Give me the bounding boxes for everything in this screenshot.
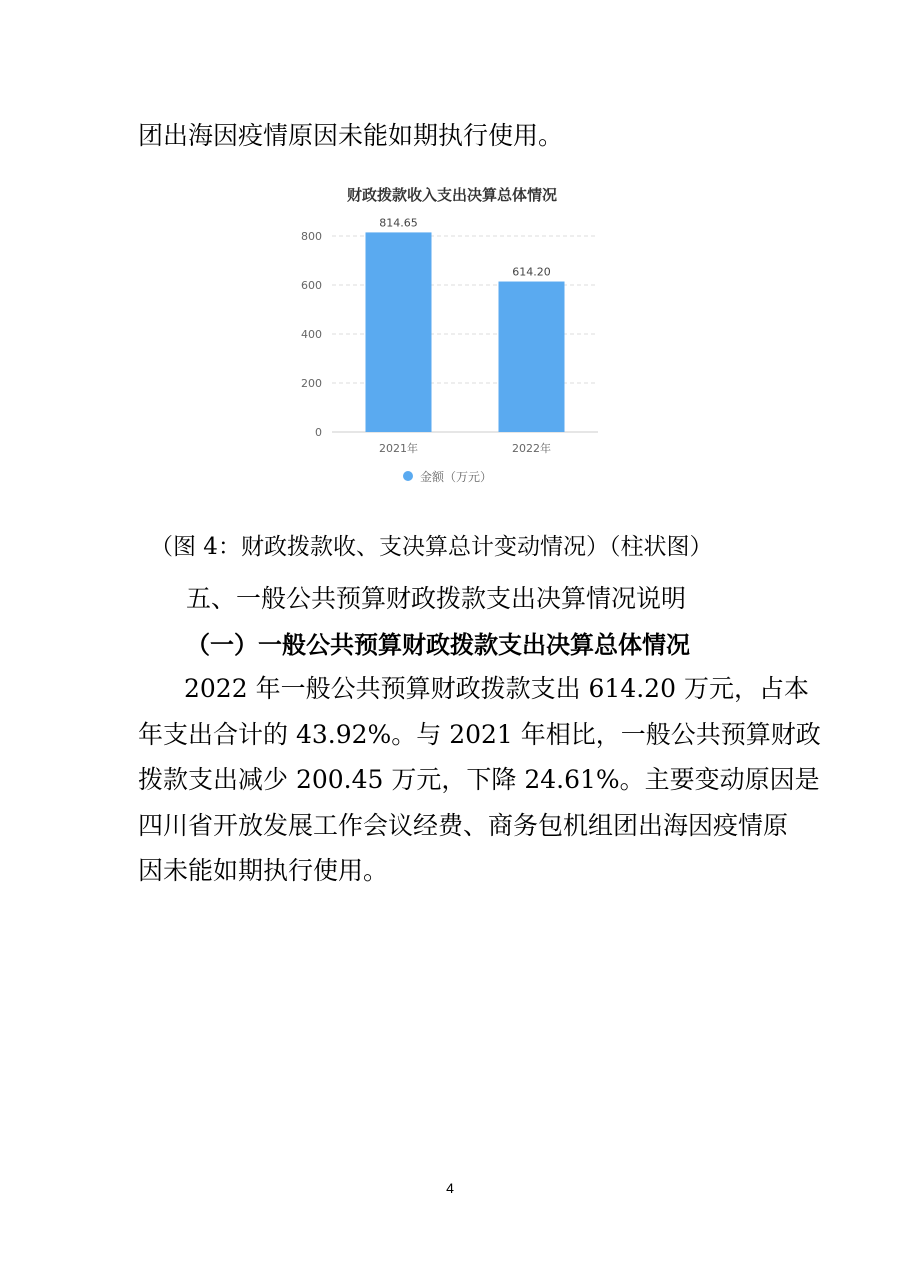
top-line: 团出海因疫情原因未能如期执行使用。	[138, 121, 564, 150]
bar	[366, 232, 432, 432]
data-label: 614.20	[512, 265, 551, 279]
body-line: 拨款支出减少 200.45 万元，下降 24.61%。主要变动原因是	[138, 765, 820, 794]
y-tick-label: 0	[315, 426, 322, 439]
bar	[499, 282, 565, 432]
legend-label: 金额（万元）	[420, 470, 493, 484]
y-tick-label: 600	[301, 279, 322, 292]
body-line: 年支出合计的 43.92%。与 2021 年相比，一般公共预算财政	[138, 720, 821, 749]
body-line: 四川省开放发展工作会议经费、商务包机组团出海因疫情原	[138, 811, 789, 840]
y-tick-label: 400	[301, 328, 322, 341]
y-tick-label: 200	[301, 377, 322, 390]
x-tick-label: 2021年	[379, 442, 418, 455]
figure-caption: （图 4：财政拨款收、支决算总计变动情况）（柱状图）	[150, 534, 713, 560]
bar-chart	[284, 176, 618, 494]
x-tick-label: 2022年	[512, 442, 551, 455]
body-line: 2022 年一般公共预算财政拨款支出 614.20 万元，占本	[184, 674, 809, 703]
chart-title: 财政拨款收入支出决算总体情况	[346, 186, 558, 204]
subsection-heading: （一）一般公共预算财政拨款支出决算总体情况	[186, 631, 690, 659]
section-heading: 五、一般公共预算财政拨款支出决算情况说明	[186, 584, 687, 613]
legend-marker	[403, 471, 413, 481]
y-tick-label: 800	[301, 230, 322, 243]
data-label: 814.65	[379, 216, 418, 230]
page-number: 4	[446, 1180, 454, 1196]
body-line: 因未能如期执行使用。	[138, 856, 389, 885]
